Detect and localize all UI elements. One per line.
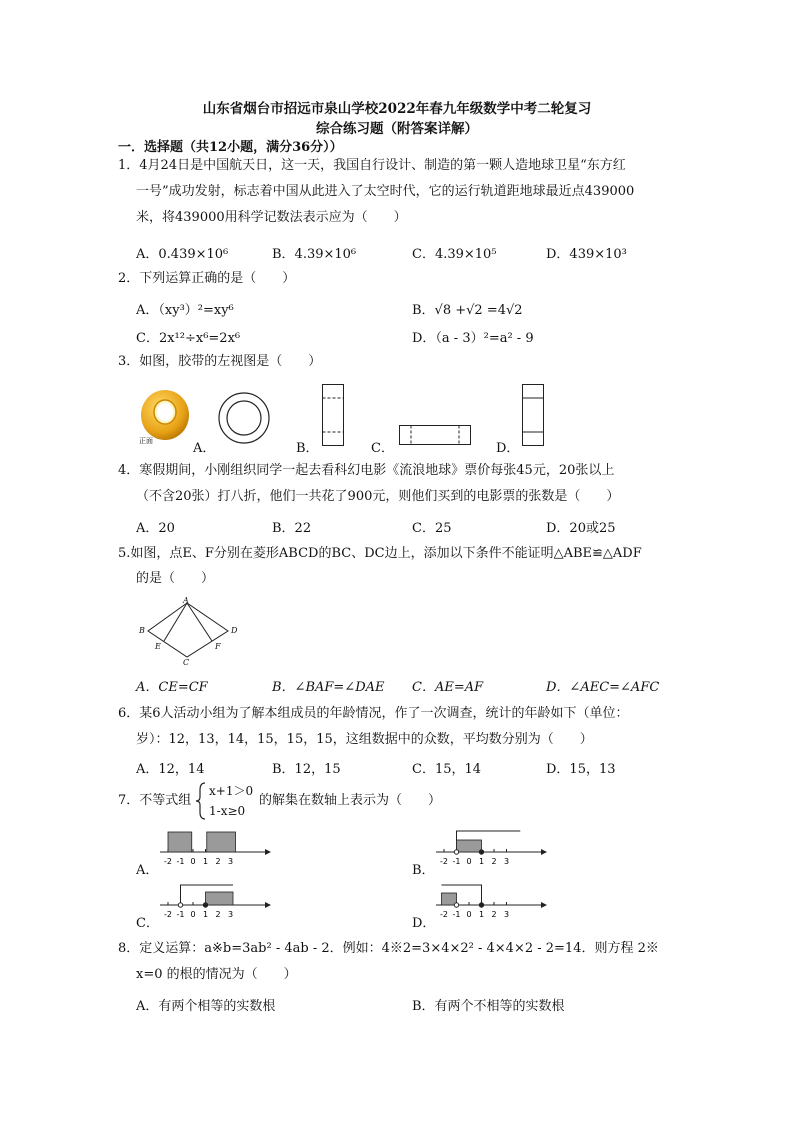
nl-a-tick-label: 3 — [227, 857, 234, 866]
q3-option-d[interactable]: D． — [496, 441, 520, 456]
q2-option-d[interactable]: D．（a - 3）²=a² - 9 — [412, 331, 534, 346]
q8-option-b[interactable]: B．有两个不相等的实数根 — [412, 999, 565, 1014]
q3-ring-figure — [218, 392, 270, 444]
nl-d-dot — [454, 903, 458, 907]
title-line-1: 山东省烟台市招远市泉山学校2022年春九年级数学中考二轮复习 — [202, 101, 592, 117]
nl-d-tick-label: 2 — [491, 910, 497, 919]
nl-b-tick-label: 1 — [478, 857, 485, 866]
q4-option-a[interactable]: A．20 — [136, 521, 175, 536]
q1-line-2: 一号”成功发射，标志着中国从此进入了太空时代，它的运行轨道距地球最近点439000 — [136, 184, 635, 199]
rhombus-label-e: E — [155, 642, 161, 651]
system-brace — [196, 782, 206, 820]
q3-tall-rect-dashed-figure — [322, 384, 344, 446]
q5-line-2: 的是（ ） — [136, 571, 215, 586]
q1-line-1: 1．4月24日是中国航天日，这一天，我国自行设计、制造的第一颗人造地球卫星“东方红 — [118, 158, 626, 173]
q4-option-b[interactable]: B．22 — [272, 521, 312, 536]
q7-suffix: 的解集在数轴上表示为（ ） — [259, 793, 442, 808]
q8-line-1: 8．定义运算：a※b=3ab² - 4ab - 2．例如：4※2=3×4×2² - 4×4×2 - 2=14．则方程 2※ — [118, 941, 659, 956]
q8-option-a[interactable]: A．有两个相等的实数根 — [136, 999, 276, 1014]
section-heading: 一．选择题（共12小题，满分36分）） — [118, 140, 343, 155]
q5-option-c[interactable]: C．AE=AF — [412, 680, 484, 695]
q4-option-c[interactable]: C．25 — [412, 521, 452, 536]
nl-a-tick-label: -1 — [176, 857, 185, 866]
nl-d-tick-label: 0 — [466, 910, 472, 919]
q5-line-1: 5.如图，点E、F分别在菱形ABCD的BC、DC边上，添加以下条件不能证明△ABE≌△ADF — [118, 546, 642, 561]
q5-option-a[interactable]: A．CE=CF — [136, 680, 208, 695]
nl-c-tick-label: 0 — [190, 910, 196, 919]
nl-c-tick-label: -1 — [176, 910, 185, 919]
nl-c-shade — [206, 892, 234, 905]
q6-line-2: 岁）：12，13，14，15，15，15，这组数据中的众数，平均数分别为（ ） — [136, 732, 593, 747]
q4-option-d[interactable]: D．20或25 — [546, 521, 616, 536]
q4-line-2: （不含20张）打八折，他们一共花了900元，则他们买到的电影票的张数是（ ） — [136, 489, 620, 504]
nl-d-tick-label: -2 — [440, 910, 448, 919]
nl-c-dot — [203, 903, 207, 907]
q2-option-a[interactable]: A．（xy³）²=xy⁶ — [136, 303, 234, 318]
q3-option-b[interactable]: B． — [296, 441, 319, 456]
q3-tall-rect-solid-figure — [522, 384, 544, 446]
q8-line-2: x=0 的根的情况为（ ） — [136, 967, 297, 982]
q7-inequality-2: 1-x≥0 — [209, 804, 246, 818]
q5-option-b[interactable]: B．∠BAF=∠DAE — [272, 680, 385, 695]
q3-stem: 3．如图，胶带的左视图是（ ） — [118, 354, 322, 369]
nl-b-dot — [454, 850, 458, 854]
q7-option-b[interactable]: B． — [412, 863, 435, 878]
q5-option-d[interactable]: D．∠AEC=∠AFC — [546, 680, 660, 695]
nl-d-tick-label: 3 — [503, 910, 510, 919]
nl-d-tick-label: -1 — [452, 910, 461, 919]
q6-option-a[interactable]: A．12，14 — [136, 762, 205, 777]
q7-prefix: 7．不等式组 — [118, 793, 192, 808]
q1-option-d[interactable]: D．439×10³ — [546, 247, 627, 262]
q6-option-d[interactable]: D．15，13 — [546, 762, 616, 777]
nl-b-tick-label: 2 — [491, 857, 497, 866]
q6-option-c[interactable]: C．15，14 — [412, 762, 482, 777]
q6-line-1: 6．某6人活动小组为了解本组成员的年龄情况，作了一次调查，统计的年龄如下（单位： — [118, 706, 629, 721]
nl-d-shade — [442, 893, 457, 905]
nl-a-shade — [168, 832, 192, 852]
q2-option-b[interactable]: B．√8 +√2 =4√2 — [412, 303, 523, 318]
q1-option-c[interactable]: C．4.39×10⁵ — [412, 247, 497, 262]
q3-option-a[interactable]: A． — [193, 441, 216, 456]
nl-d-arrow — [541, 902, 547, 908]
rhombus-figure — [136, 597, 246, 669]
nl-c-arrow — [265, 902, 271, 908]
nl-a-shade — [207, 832, 236, 852]
q7-option-d[interactable]: D． — [412, 916, 436, 931]
nl-c-tick-label: 2 — [215, 910, 221, 919]
q4-line-1: 4．寒假期间，小刚组织同学一起去看科幻电影《流浪地球》票价每张45元，20张以上 — [118, 463, 615, 478]
nl-d-tick-label: 1 — [478, 910, 485, 919]
nl-b-shade — [457, 840, 482, 852]
nl-a-tick-label: 0 — [190, 857, 196, 866]
q3-option-c[interactable]: C． — [371, 441, 394, 456]
q1-line-3: 米，将439000用科学记数法表示应为（ ） — [136, 210, 407, 225]
nl-a-tick-label: 1 — [202, 857, 209, 866]
nl-c-dot — [178, 903, 182, 907]
nl-c-tick-label: 1 — [202, 910, 209, 919]
nl-d-dot — [479, 903, 483, 907]
rhombus-label-d: D — [231, 626, 238, 635]
q1-option-b[interactable]: B．4.39×10⁶ — [272, 247, 357, 262]
q7-numberline-d — [436, 883, 551, 923]
tape-roll-figure — [138, 388, 192, 442]
q6-option-b[interactable]: B．12，15 — [272, 762, 341, 777]
rhombus-label-f: F — [215, 642, 221, 651]
rhombus-label-c: C — [183, 658, 190, 667]
q2-stem: 2．下列运算正确的是（ ） — [118, 271, 296, 286]
q7-inequality-1: x+1＞0 — [209, 784, 254, 798]
q7-numberline-c — [160, 883, 275, 923]
q7-option-c[interactable]: C． — [136, 916, 159, 931]
rhombus-label-a: A — [183, 596, 189, 605]
nl-b-tick-label: -2 — [440, 857, 448, 866]
q1-option-a[interactable]: A．0.439×10⁶ — [136, 247, 229, 262]
rhombus-label-b: B — [139, 626, 145, 635]
q3-wide-rect-figure — [399, 425, 471, 445]
q2-option-c[interactable]: C．2x¹²÷x⁶=2x⁶ — [136, 331, 241, 346]
nl-a-tick-label: -2 — [164, 857, 172, 866]
nl-c-tick-label: 3 — [227, 910, 234, 919]
nl-b-dot — [479, 850, 483, 854]
nl-b-tick-label: 0 — [466, 857, 472, 866]
q7-option-a[interactable]: A． — [136, 863, 159, 878]
nl-b-tick-label: -1 — [452, 857, 461, 866]
nl-c-tick-label: -2 — [164, 910, 172, 919]
nl-a-arrow — [265, 849, 271, 855]
front-label: 正面 — [139, 437, 153, 445]
q7-numberline-a — [160, 830, 275, 870]
title-line-2: 综合练习题（附答案详解） — [316, 121, 478, 137]
q7-numberline-b — [436, 830, 551, 870]
nl-b-tick-label: 3 — [503, 857, 510, 866]
nl-a-tick-label: 2 — [215, 857, 221, 866]
nl-b-arrow — [541, 849, 547, 855]
